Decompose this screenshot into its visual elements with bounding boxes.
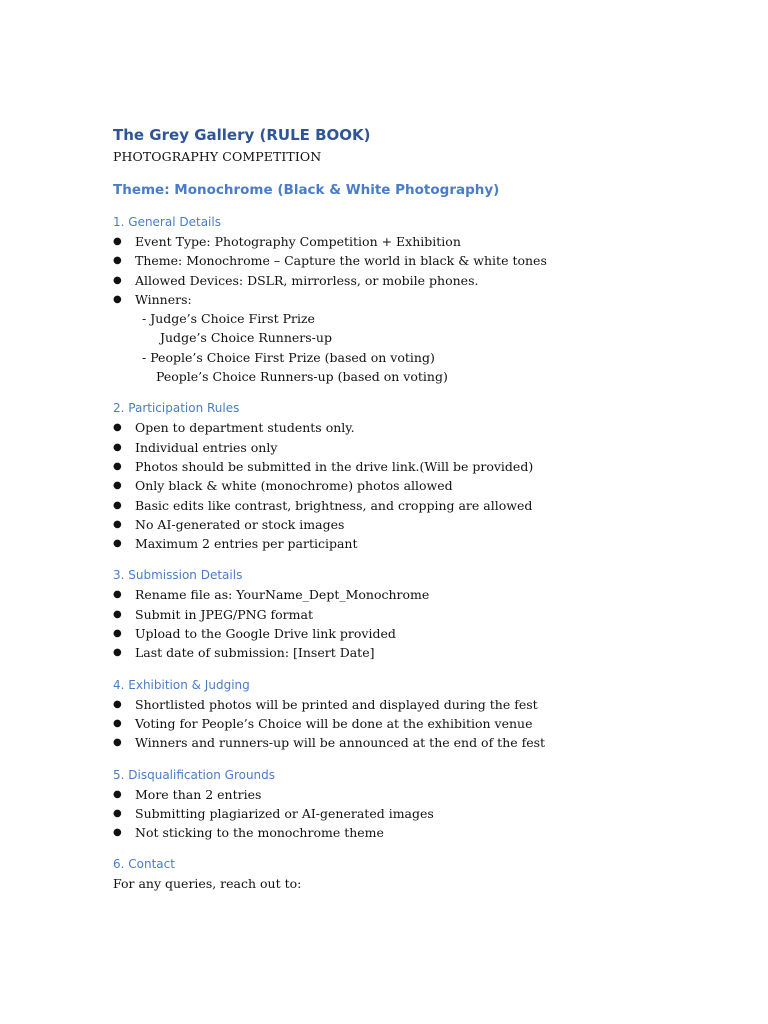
bullet-icon: ● bbox=[113, 518, 122, 530]
list-item bbox=[113, 823, 733, 842]
document-title: The Grey Gallery (RULE BOOK) bbox=[113, 126, 371, 144]
bullet-icon: ● bbox=[113, 608, 122, 620]
list-item bbox=[113, 804, 733, 823]
bullet-icon: ● bbox=[113, 717, 122, 729]
list-item bbox=[113, 438, 733, 457]
list-item bbox=[113, 733, 733, 752]
winner-item: People’s Choice Runners-up (based on voting) bbox=[156, 369, 448, 385]
list-item bbox=[113, 476, 733, 495]
list-item-text: Theme: Monochrome – Capture the world in black & white tones bbox=[135, 253, 547, 269]
bullet-icon: ● bbox=[113, 422, 122, 434]
section-general-details bbox=[113, 213, 733, 386]
list-item bbox=[113, 496, 733, 515]
winner-item: Judge’s Choice Runners-up bbox=[160, 330, 332, 346]
bullet-icon: ● bbox=[113, 698, 122, 710]
section-heading: 6. Contact bbox=[113, 857, 175, 872]
bullet-icon: ● bbox=[113, 827, 122, 839]
list-item-text: Submit in JPEG/PNG format bbox=[135, 606, 313, 622]
bullet-icon: ● bbox=[113, 255, 122, 267]
section-heading: 4. Exhibition & Judging bbox=[113, 677, 250, 692]
list-item-text: Shortlisted photos will be printed and displayed during the fest bbox=[135, 696, 538, 712]
section-contact bbox=[113, 855, 733, 893]
bullet-icon: ● bbox=[113, 293, 122, 305]
bullet-list bbox=[113, 232, 733, 309]
list-item-text: More than 2 entries bbox=[135, 786, 262, 802]
bullet-icon: ● bbox=[113, 538, 122, 550]
list-item-text: Individual entries only bbox=[135, 439, 278, 455]
list-item bbox=[113, 418, 733, 437]
list-item-text: Open to department students only. bbox=[135, 420, 355, 436]
winner-item: - People’s Choice First Prize (based on voting) bbox=[142, 349, 435, 365]
contact-text: For any queries, reach out to: bbox=[113, 876, 302, 892]
theme-heading: Theme: Monochrome (Black & White Photography) bbox=[113, 182, 500, 198]
list-item bbox=[113, 457, 733, 476]
bullet-icon: ● bbox=[113, 236, 122, 247]
list-item bbox=[113, 624, 733, 643]
bullet-icon: ● bbox=[113, 441, 122, 453]
list-item-text: Only black & white (monochrome) photos allowed bbox=[135, 478, 453, 494]
bullet-icon: ● bbox=[113, 788, 122, 800]
list-item-text: Upload to the Google Drive link provided bbox=[135, 626, 396, 642]
document-subtitle: PHOTOGRAPHY COMPETITION bbox=[113, 149, 322, 164]
list-item-text: Not sticking to the monochrome theme bbox=[135, 825, 384, 841]
bullet-icon: ● bbox=[113, 589, 122, 601]
section-heading: 1. General Details bbox=[113, 215, 221, 229]
section-disqualification-grounds bbox=[113, 766, 733, 843]
list-item bbox=[113, 643, 733, 662]
bullet-list bbox=[113, 785, 733, 843]
list-item-text: Winners: bbox=[135, 291, 192, 307]
list-item-text: Voting for People’s Choice will be done at the exhibition venue bbox=[135, 715, 533, 731]
list-item-text: No AI-generated or stock images bbox=[135, 516, 345, 532]
section-participation-rules bbox=[113, 399, 733, 553]
list-item bbox=[113, 714, 733, 733]
list-item-text: Winners and runners-up will be announced at the end of the fest bbox=[135, 735, 546, 751]
list-item bbox=[113, 232, 733, 251]
bullet-list bbox=[113, 695, 733, 753]
list-item-text: Allowed Devices: DSLR, mirrorless, or mobile phones. bbox=[135, 272, 479, 288]
bullet-list bbox=[113, 418, 733, 553]
winner-item: - Judge’s Choice First Prize bbox=[142, 311, 315, 327]
section-heading: 2. Participation Rules bbox=[113, 401, 240, 416]
list-item-text: Event Type: Photography Competition + Exhibition bbox=[135, 234, 461, 249]
list-item-text: Basic edits like contrast, brightness, and cropping are allowed bbox=[135, 497, 533, 513]
section-heading: 3. Submission Details bbox=[113, 568, 243, 583]
bullet-icon: ● bbox=[113, 480, 122, 492]
list-item-text: Photos should be submitted in the drive link.(Will be provided) bbox=[135, 458, 534, 474]
bullet-icon: ● bbox=[113, 628, 122, 640]
bullet-icon: ● bbox=[113, 807, 122, 819]
bullet-icon: ● bbox=[113, 499, 122, 511]
list-item bbox=[113, 290, 733, 309]
list-item bbox=[113, 695, 733, 714]
section-exhibition-judging bbox=[113, 676, 733, 753]
list-item-text: Last date of submission: [Insert Date] bbox=[135, 645, 375, 661]
bullet-list bbox=[113, 585, 733, 662]
section-heading: 5. Disqualification Grounds bbox=[113, 767, 276, 782]
list-item-text: Rename file as: YourName_Dept_Monochrome bbox=[135, 587, 430, 603]
list-item-text: Submitting plagiarized or AI-generated images bbox=[135, 805, 434, 821]
list-item bbox=[113, 785, 733, 804]
bullet-icon: ● bbox=[113, 460, 122, 472]
list-item-text: Maximum 2 entries per participant bbox=[135, 536, 358, 552]
rule-book-document bbox=[113, 124, 733, 894]
bullet-icon: ● bbox=[113, 737, 122, 749]
section-submission-details bbox=[113, 566, 733, 662]
list-item bbox=[113, 251, 733, 270]
list-item bbox=[113, 515, 733, 534]
list-item bbox=[113, 271, 733, 290]
bullet-icon: ● bbox=[113, 274, 122, 286]
list-item bbox=[113, 534, 733, 553]
list-item bbox=[113, 605, 733, 624]
bullet-icon: ● bbox=[113, 647, 122, 659]
winners-list bbox=[113, 309, 733, 386]
list-item bbox=[113, 585, 733, 604]
